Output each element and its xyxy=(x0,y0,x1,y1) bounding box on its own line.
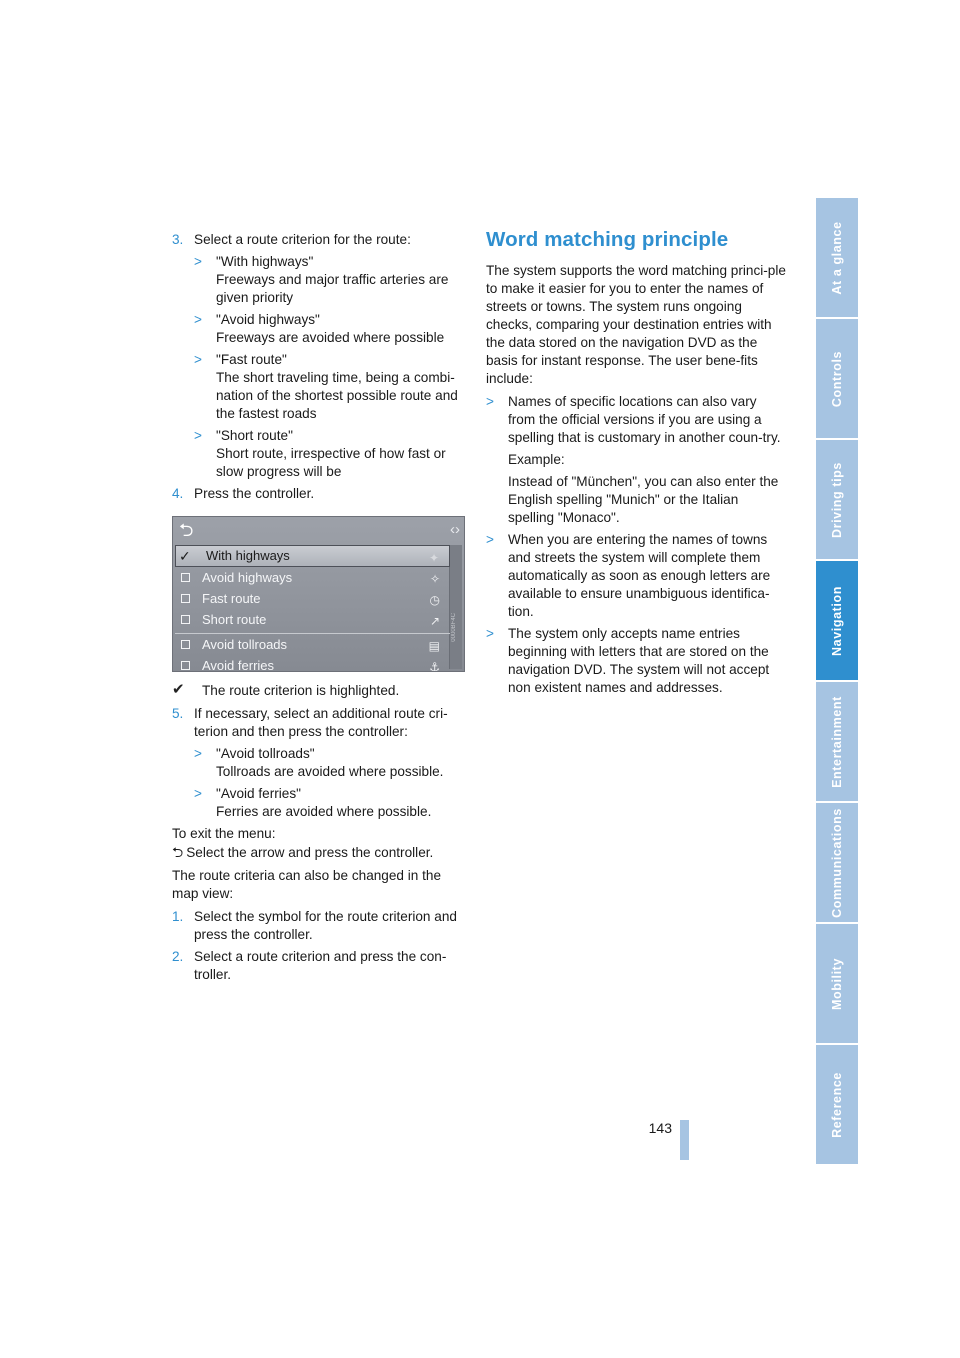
bullet-mark: > xyxy=(194,428,202,443)
bullet-mark: > xyxy=(194,786,202,801)
highlight-note xyxy=(172,682,470,700)
route-option-avoid-tollroads xyxy=(194,745,470,781)
bullet-mark: > xyxy=(486,394,494,409)
map-view-text: The route criteria can also be changed in the map view: xyxy=(172,868,442,901)
tab-at-a-glance[interactable] xyxy=(816,198,858,317)
toll-icon: ▤ xyxy=(428,639,440,653)
benefit-item-spelling xyxy=(486,393,786,527)
route-option-avoid-highways xyxy=(194,311,470,347)
clock-icon: ◷ xyxy=(429,593,440,607)
highway-symbol-icon: ✦ xyxy=(428,551,439,565)
tab-label: Driving tips xyxy=(830,461,844,538)
checkbox-icon xyxy=(181,594,190,603)
step-3 xyxy=(172,231,470,249)
route-criteria-menu xyxy=(175,545,450,672)
tab-label: Communications xyxy=(830,807,844,918)
tab-label: Controls xyxy=(830,350,844,407)
benefit-text: When you are entering the names of towns and streets the system will complete them automatically as soon as enough letters are available to ensure unambiguous identifica-tion. xyxy=(508,532,771,619)
exit-title: To exit the menu: xyxy=(172,826,276,841)
map-step-2 xyxy=(172,948,470,984)
back-arrow-icon: ⮌ xyxy=(179,520,194,540)
tab-navigation[interactable] xyxy=(816,561,858,680)
menu-row-with-highways xyxy=(175,545,450,567)
option-description: The short traveling time, being a combi-nation of the shortest possible route and the fastest roads xyxy=(216,370,458,421)
step-text: Press the controller. xyxy=(194,486,315,501)
step-number: 4. xyxy=(172,486,184,501)
option-title: "With highways" xyxy=(216,254,314,269)
map-step-1 xyxy=(172,908,470,944)
tab-label: Mobility xyxy=(830,957,844,1010)
option-description: Ferries are avoided where possible. xyxy=(216,804,432,819)
menu-row-label: Avoid ferries xyxy=(202,657,275,672)
benefit-text: The system only accepts name entries beginning with letters that are stored on the navigation DVD. The system will not accept non existent names and addresses. xyxy=(508,626,770,695)
step-4 xyxy=(172,485,470,503)
scrollbar xyxy=(449,545,462,669)
step-number: 5. xyxy=(172,706,184,721)
option-description: Tollroads are avoided where possible. xyxy=(216,764,444,779)
option-title: "Short route" xyxy=(216,428,293,443)
benefit-text: Names of specific locations can also vary from the official versions if you are using a spelling that is customary in another coun-try. xyxy=(508,394,781,445)
option-title: "Avoid ferries" xyxy=(216,786,301,801)
tab-label: At a glance xyxy=(830,220,844,295)
page-number: 143 xyxy=(648,1120,672,1136)
menu-row-short-route xyxy=(175,609,450,630)
route-option-avoid-ferries xyxy=(194,785,470,821)
avoid-highway-symbol-icon: ✧ xyxy=(429,572,440,586)
right-column xyxy=(486,262,786,701)
ferry-icon: ⚓ xyxy=(429,660,440,672)
option-title: "Avoid tollroads" xyxy=(216,746,315,761)
option-description: Freeways are avoided where possible xyxy=(216,330,445,345)
page-number-bar xyxy=(680,1120,689,1160)
tab-driving-tips[interactable] xyxy=(816,440,858,559)
step-5 xyxy=(172,705,470,741)
step-number: 2. xyxy=(172,949,184,964)
screen-header xyxy=(173,517,460,545)
tab-mobility[interactable] xyxy=(816,924,858,1043)
route-option-fast-route xyxy=(194,351,470,423)
tab-label: Navigation xyxy=(830,585,844,656)
menu-row-label: Avoid highways xyxy=(202,569,293,585)
option-description: Freeways and major traffic arteries are given priority xyxy=(216,272,449,305)
example-label: Example: xyxy=(508,452,565,467)
menu-row-label: Avoid tollroads xyxy=(202,636,288,652)
menu-row-label: Short route xyxy=(202,611,267,627)
tab-label: Reference xyxy=(830,1071,844,1138)
menu-row-fast-route xyxy=(175,588,450,609)
option-title: "Avoid highways" xyxy=(216,312,320,327)
step-text: If necessary, select an additional route cri-terion and then press the controller: xyxy=(194,706,448,739)
menu-row-avoid-highways xyxy=(175,567,450,588)
tab-communications[interactable] xyxy=(816,803,858,922)
tab-label: Entertainment xyxy=(830,695,844,788)
bullet-mark: > xyxy=(194,746,202,761)
bullet-mark: > xyxy=(486,532,494,547)
route-option-short-route xyxy=(194,427,470,481)
route-option-list xyxy=(194,253,470,481)
menu-row-avoid-ferries xyxy=(175,655,450,672)
tab-entertainment[interactable] xyxy=(816,682,858,801)
bullet-mark: > xyxy=(194,312,202,327)
checkbox-icon xyxy=(181,573,190,582)
route-criteria-screen xyxy=(172,516,465,672)
exit-menu-instructions xyxy=(172,825,470,862)
short-route-icon: ↗ xyxy=(429,614,440,628)
step-number: 3. xyxy=(172,232,184,247)
bullet-mark: > xyxy=(486,626,494,641)
bullet-mark: > xyxy=(194,254,202,269)
tab-reference[interactable] xyxy=(816,1045,858,1164)
checkbox-icon xyxy=(181,615,190,624)
exit-text: Select the arrow and press the controller. xyxy=(186,845,434,860)
example-text: Instead of "München", you can also enter the English spelling "Munich" or the Italian spelling "Monaco". xyxy=(508,474,779,525)
benefit-item-valid-names xyxy=(486,625,786,697)
checkmark-icon: ✓ xyxy=(179,548,191,564)
tab-controls[interactable] xyxy=(816,319,858,438)
menu-row-label: With highways xyxy=(206,548,290,563)
chapter-tabs xyxy=(816,198,858,1166)
benefit-item-autocomplete xyxy=(486,531,786,621)
checkmark-icon: ✔ xyxy=(172,681,185,698)
left-column xyxy=(172,231,470,988)
image-code: 0000BF4C xyxy=(451,613,457,642)
option-title: "Fast route" xyxy=(216,352,287,367)
bullet-mark: > xyxy=(194,352,202,367)
intro-paragraph: The system supports the word matching princi-ple to make it easier for you to enter the names of streets or towns. The system runs ongoing checks, comparing your destination entries with the data stored on the navigation DVD as the basis for instant response. The user bene-fits include: xyxy=(486,263,786,386)
menu-row-label: Fast route xyxy=(202,590,261,606)
step-text: Select a route criterion for the route: xyxy=(194,232,411,247)
section-heading: Word matching principle xyxy=(486,228,729,251)
back-arrow-icon: ⮌ xyxy=(172,844,184,860)
route-option-with-highways xyxy=(194,253,470,307)
highlight-text: The route criterion is highlighted. xyxy=(202,683,400,698)
step-text: Select a route criterion and press the con-troller. xyxy=(194,949,447,982)
step-number: 1. xyxy=(172,909,184,924)
checkbox-icon xyxy=(181,640,190,649)
scroll-arrows-icon: ‹› xyxy=(450,521,460,538)
extra-option-list xyxy=(194,745,470,821)
menu-row-avoid-tollroads xyxy=(175,633,450,655)
checkbox-icon xyxy=(181,661,190,670)
option-description: Short route, irrespective of how fast or slow progress will be xyxy=(216,446,446,479)
step-text: Select the symbol for the route criterion and press the controller. xyxy=(194,909,457,942)
